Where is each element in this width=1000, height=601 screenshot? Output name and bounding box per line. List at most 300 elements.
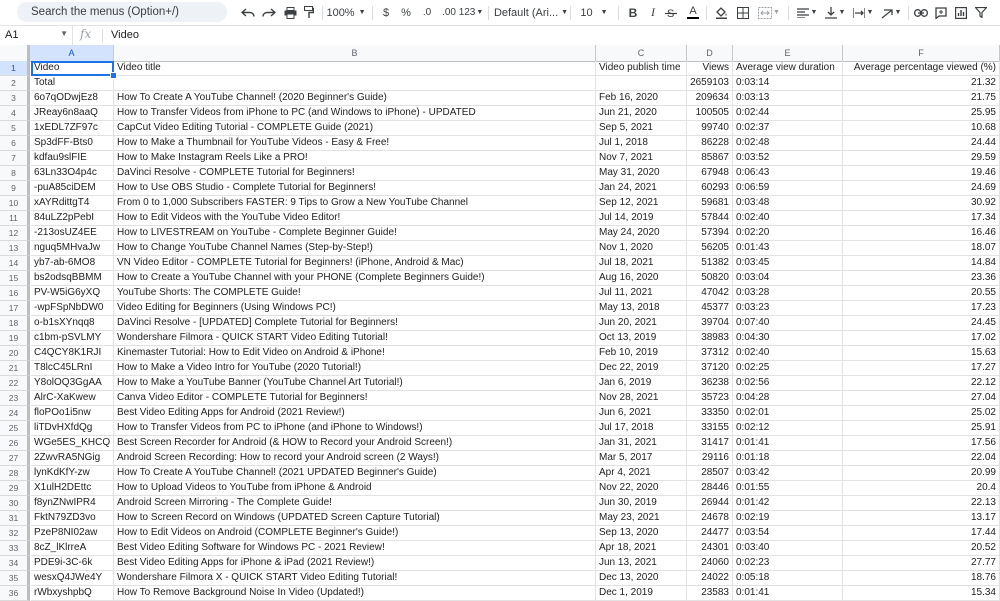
currency-format-button[interactable] xyxy=(378,0,394,25)
cell-d[interactable]: 24477 xyxy=(687,526,733,541)
cell-b[interactable]: Best Video Editing Apps for iPhone & iPad (2021 Review!) xyxy=(114,556,596,571)
cell-e[interactable]: 0:02:37 xyxy=(733,121,843,136)
cell-a[interactable]: 63Ln33O4p4c xyxy=(31,166,114,181)
cell-c[interactable]: Jul 14, 2019 xyxy=(596,211,687,226)
cell-e[interactable]: 0:01:18 xyxy=(733,451,843,466)
cell-f[interactable]: 15.63 xyxy=(843,346,1000,361)
cell-f[interactable]: 25.95 xyxy=(843,106,1000,121)
cell-f[interactable]: 17.23 xyxy=(843,301,1000,316)
cell-c[interactable]: Sep 12, 2021 xyxy=(596,196,687,211)
cell-d[interactable]: 33350 xyxy=(687,406,733,421)
row-header[interactable]: 20 xyxy=(0,346,30,361)
cell-c[interactable]: Jun 6, 2021 xyxy=(596,406,687,421)
cell-e[interactable]: 0:01:41 xyxy=(733,586,843,601)
cell-a[interactable]: 2ZwvRA5NGig xyxy=(31,451,114,466)
row-header[interactable]: 13 xyxy=(0,241,30,256)
cell-c[interactable]: Jun 20, 2021 xyxy=(596,316,687,331)
cell-d[interactable]: 28446 xyxy=(687,481,733,496)
cell-a[interactable]: FktN79ZD3vo xyxy=(31,511,114,526)
row-header[interactable]: 23 xyxy=(0,391,30,406)
cell-a[interactable]: WGe5ES_KHCQ xyxy=(31,436,114,451)
rotate-icon[interactable] xyxy=(878,0,904,25)
cell-c[interactable]: Feb 16, 2020 xyxy=(596,91,687,106)
cell-a[interactable]: o-b1sXYnqq8 xyxy=(31,316,114,331)
cell-d[interactable]: 99740 xyxy=(687,121,733,136)
row-header[interactable]: 30 xyxy=(0,496,30,511)
cell-a[interactable]: rWbxyshpbQ xyxy=(31,586,114,601)
cell-d[interactable]: 37312 xyxy=(687,346,733,361)
cell-f[interactable]: 16.46 xyxy=(843,226,1000,241)
cell-a[interactable]: nguq5MHvaJw xyxy=(31,241,114,256)
cell-c[interactable]: Dec 13, 2020 xyxy=(596,571,687,586)
cell-b[interactable] xyxy=(114,76,596,91)
cell-f[interactable]: 17.34 xyxy=(843,211,1000,226)
cell-a[interactable]: Video xyxy=(31,61,114,76)
cell-b[interactable]: Best Video Editing Software for Windows PC - 2021 Review! xyxy=(114,541,596,556)
cell-e[interactable]: 0:03:40 xyxy=(733,541,843,556)
cell-c[interactable]: May 24, 2020 xyxy=(596,226,687,241)
cell-c[interactable]: Mar 5, 2017 xyxy=(596,451,687,466)
cell-f[interactable]: 25.91 xyxy=(843,421,1000,436)
cell-c[interactable]: Sep 5, 2021 xyxy=(596,121,687,136)
cell-a[interactable]: xAYRdittgT4 xyxy=(31,196,114,211)
row-header[interactable]: 36 xyxy=(0,586,30,601)
cell-b[interactable]: How to Upload Videos to YouTube from iPhone & Android xyxy=(114,481,596,496)
cell-d[interactable]: 29116 xyxy=(687,451,733,466)
cell-d[interactable]: 56205 xyxy=(687,241,733,256)
cell-a[interactable]: yb7-ab-6MO8 xyxy=(31,256,114,271)
row-header[interactable]: 27 xyxy=(0,451,30,466)
cell-d[interactable]: Views xyxy=(687,61,733,76)
cell-b[interactable]: CapCut Video Editing Tutorial - COMPLETE Guide (2021) xyxy=(114,121,596,136)
row-header[interactable]: 10 xyxy=(0,196,30,211)
cell-f[interactable]: 18.76 xyxy=(843,571,1000,586)
cell-f[interactable]: 20.55 xyxy=(843,286,1000,301)
cell-b[interactable]: Android Screen Recording: How to record your Android screen (2 Ways!) xyxy=(114,451,596,466)
cell-c[interactable]: Dec 1, 2019 xyxy=(596,586,687,601)
cell-c[interactable]: Jan 6, 2019 xyxy=(596,376,687,391)
cell-c[interactable]: Jan 31, 2021 xyxy=(596,436,687,451)
cell-d[interactable]: 209634 xyxy=(687,91,733,106)
cell-c[interactable]: Jun 30, 2019 xyxy=(596,496,687,511)
cell-d[interactable]: 37120 xyxy=(687,361,733,376)
row-header[interactable]: 33 xyxy=(0,541,30,556)
cell-e[interactable]: 0:07:40 xyxy=(733,316,843,331)
cell-b[interactable]: Video Editing for Beginners (Using Windows PC!) xyxy=(114,301,596,316)
cell-b[interactable]: How to Edit Videos with the YouTube Video Editor! xyxy=(114,211,596,226)
cell-d[interactable]: 38983 xyxy=(687,331,733,346)
row-header[interactable]: 7 xyxy=(0,151,30,166)
cell-f[interactable]: 25.02 xyxy=(843,406,1000,421)
cell-b[interactable]: How To Create A YouTube Channel! (2020 Beginner's Guide) xyxy=(114,91,596,106)
cell-d[interactable]: 31417 xyxy=(687,436,733,451)
cell-b[interactable]: How To Create A YouTube Channel! (2021 UPDATED Beginner's Guide) xyxy=(114,466,596,481)
table-row xyxy=(0,331,1000,346)
cell-e[interactable]: 0:03:28 xyxy=(733,286,843,301)
cell-a[interactable]: -puA85ciDEM xyxy=(31,181,114,196)
column-header-d[interactable]: D xyxy=(687,45,733,61)
cell-d[interactable]: 57394 xyxy=(687,226,733,241)
cell-e[interactable]: 0:01:55 xyxy=(733,481,843,496)
percent-format-button[interactable] xyxy=(398,0,414,25)
font-family-select[interactable] xyxy=(493,0,569,25)
cell-a[interactable]: PDE9i-3C-6k xyxy=(31,556,114,571)
cell-d[interactable]: 39704 xyxy=(687,316,733,331)
cell-b[interactable]: VN Video Editor - COMPLETE Tutorial for Beginners! (iPhone, Android & Mac) xyxy=(114,256,596,271)
column-header-f[interactable]: F xyxy=(843,45,1000,61)
cell-e[interactable]: 0:02:19 xyxy=(733,511,843,526)
cell-e[interactable]: 0:02:44 xyxy=(733,106,843,121)
cell-e[interactable]: 0:02:01 xyxy=(733,406,843,421)
cell-f[interactable]: 14.84 xyxy=(843,256,1000,271)
cell-b[interactable]: How to Make Instagram Reels Like a PRO! xyxy=(114,151,596,166)
cell-c[interactable]: Jan 24, 2021 xyxy=(596,181,687,196)
cell-f[interactable]: 29.59 xyxy=(843,151,1000,166)
italic-button[interactable] xyxy=(644,0,662,25)
row-header[interactable]: 21 xyxy=(0,361,30,376)
cell-d[interactable]: 33155 xyxy=(687,421,733,436)
cell-b[interactable]: YouTube Shorts: The COMPLETE Guide! xyxy=(114,286,596,301)
filter-icon[interactable] xyxy=(972,0,990,25)
cell-e[interactable]: 0:03:04 xyxy=(733,271,843,286)
cell-e[interactable]: 0:02:48 xyxy=(733,136,843,151)
row-header[interactable]: 16 xyxy=(0,286,30,301)
cell-a[interactable]: PV-W5iG6yXQ xyxy=(31,286,114,301)
bold-button[interactable] xyxy=(624,0,642,25)
row-header[interactable]: 5 xyxy=(0,121,30,136)
cell-d[interactable]: 24060 xyxy=(687,556,733,571)
row-header[interactable]: 26 xyxy=(0,436,30,451)
cell-b[interactable]: DaVinci Resolve - COMPLETE Tutorial for Beginners! xyxy=(114,166,596,181)
row-header[interactable]: 24 xyxy=(0,406,30,421)
chevron-down-icon: ▼ xyxy=(600,9,608,16)
cell-a[interactable]: lynKdKfY-zw xyxy=(31,466,114,481)
cell-c[interactable]: Nov 1, 2020 xyxy=(596,241,687,256)
more-formats-button[interactable] xyxy=(458,0,484,25)
column-header-b[interactable]: B xyxy=(114,45,596,61)
row-header[interactable]: 18 xyxy=(0,316,30,331)
cell-e[interactable]: 0:03:52 xyxy=(733,151,843,166)
column-header-e[interactable]: E xyxy=(733,45,843,61)
cell-c[interactable]: Aug 16, 2020 xyxy=(596,271,687,286)
cell-a[interactable]: Total xyxy=(31,76,114,91)
cell-b[interactable]: How to Create a YouTube Channel with your PHONE (Complete Beginners Guide!) xyxy=(114,271,596,286)
cell-f[interactable]: 23.36 xyxy=(843,271,1000,286)
cell-a[interactable]: -wpFSpNbDW0 xyxy=(31,301,114,316)
cell-a[interactable]: -213osUZ4EE xyxy=(31,226,114,241)
row-header[interactable]: 28 xyxy=(0,466,30,481)
column-headers xyxy=(0,45,1000,62)
cell-f[interactable]: 21.75 xyxy=(843,91,1000,106)
cell-f[interactable]: 13.17 xyxy=(843,511,1000,526)
column-header-c[interactable]: C xyxy=(596,45,687,61)
cell-d[interactable]: 60293 xyxy=(687,181,733,196)
paint-format-icon[interactable] xyxy=(300,0,318,25)
cell-a[interactable]: f8ynZNwIPR4 xyxy=(31,496,114,511)
cell-d[interactable]: 57844 xyxy=(687,211,733,226)
font-size-select[interactable] xyxy=(574,0,614,25)
cell-d[interactable]: 100505 xyxy=(687,106,733,121)
cell-a[interactable]: C4QCY8K1RJI xyxy=(31,346,114,361)
cell-e[interactable]: 0:02:20 xyxy=(733,226,843,241)
cell-f[interactable]: 19.46 xyxy=(843,166,1000,181)
cell-b[interactable]: How to Screen Record on Windows (UPDATED Screen Capture Tutorial) xyxy=(114,511,596,526)
row-header[interactable]: 6 xyxy=(0,136,30,151)
cell-f[interactable]: 17.44 xyxy=(843,526,1000,541)
cell-f[interactable]: 22.12 xyxy=(843,376,1000,391)
print-icon[interactable] xyxy=(280,0,300,25)
cell-e[interactable]: 0:03:23 xyxy=(733,301,843,316)
cell-e[interactable]: 0:06:59 xyxy=(733,181,843,196)
cell-c[interactable] xyxy=(596,76,687,91)
cell-b[interactable]: Video title xyxy=(114,61,596,76)
column-header-a[interactable]: A xyxy=(30,45,114,61)
increase-decimal-button[interactable] xyxy=(438,0,460,25)
cell-f[interactable]: 18.07 xyxy=(843,241,1000,256)
cell-d[interactable]: 47042 xyxy=(687,286,733,301)
cell-d[interactable]: 24301 xyxy=(687,541,733,556)
cell-c[interactable]: May 13, 2018 xyxy=(596,301,687,316)
fill-color-icon[interactable] xyxy=(712,0,730,25)
cell-f[interactable]: 17.27 xyxy=(843,361,1000,376)
cell-d[interactable]: 35723 xyxy=(687,391,733,406)
cell-d[interactable]: 24678 xyxy=(687,511,733,526)
cell-e[interactable]: 0:03:48 xyxy=(733,196,843,211)
cell-c[interactable]: Video publish time xyxy=(596,61,687,76)
row-header[interactable]: 17 xyxy=(0,301,30,316)
row-header[interactable]: 3 xyxy=(0,91,30,106)
cell-a[interactable]: floPOo1i5nw xyxy=(31,406,114,421)
cell-a[interactable]: Sp3dFF-Bts0 xyxy=(31,136,114,151)
font-family-value: Default (Ari... xyxy=(493,6,559,19)
cell-c[interactable]: Jul 17, 2018 xyxy=(596,421,687,436)
cell-d[interactable]: 67948 xyxy=(687,166,733,181)
cell-c[interactable]: Feb 10, 2019 xyxy=(596,346,687,361)
cell-a[interactable]: 8cZ_lKlrreA xyxy=(31,541,114,556)
row-header[interactable]: 2 xyxy=(0,76,30,91)
cell-a[interactable]: JReay6n8aaQ xyxy=(31,106,114,121)
cell-f[interactable]: 24.44 xyxy=(843,136,1000,151)
cell-c[interactable]: Oct 13, 2019 xyxy=(596,331,687,346)
chart-icon[interactable] xyxy=(952,0,970,25)
cell-e[interactable]: 0:06:43 xyxy=(733,166,843,181)
cell-d[interactable]: 2659103 xyxy=(687,76,733,91)
cell-c[interactable]: Dec 22, 2019 xyxy=(596,361,687,376)
cell-b[interactable]: How to Transfer Videos from PC to iPhone (and iPhone to Windows!) xyxy=(114,421,596,436)
formula-input[interactable]: Video xyxy=(111,29,139,41)
cell-c[interactable]: May 31, 2020 xyxy=(596,166,687,181)
cell-f[interactable]: 20.4 xyxy=(843,481,1000,496)
cell-d[interactable]: 36238 xyxy=(687,376,733,391)
cell-f[interactable]: 24.69 xyxy=(843,181,1000,196)
select-all-corner[interactable] xyxy=(0,45,30,61)
table-row xyxy=(0,511,1000,526)
cell-b[interactable]: Best Screen Recorder for Android (& HOW to Record your Android Screen!) xyxy=(114,436,596,451)
cell-d[interactable]: 85867 xyxy=(687,151,733,166)
cell-c[interactable]: Nov 22, 2020 xyxy=(596,481,687,496)
cell-b[interactable]: How to Make a Thumbnail for YouTube Videos - Easy & Free! xyxy=(114,136,596,151)
cell-a[interactable]: 1xEDL7ZF97c xyxy=(31,121,114,136)
cell-b[interactable]: Android Screen Mirroring - The Complete Guide! xyxy=(114,496,596,511)
cell-e[interactable]: 0:01:43 xyxy=(733,241,843,256)
merge-cells-icon[interactable] xyxy=(756,0,782,25)
cell-c[interactable]: Jul 1, 2018 xyxy=(596,136,687,151)
cell-e[interactable]: 0:05:18 xyxy=(733,571,843,586)
row-header[interactable]: 22 xyxy=(0,376,30,391)
cell-e[interactable]: Average view duration xyxy=(733,61,843,76)
row-header[interactable]: 4 xyxy=(0,106,30,121)
cell-b[interactable]: From 0 to 1,000 Subscribers FASTER: 9 Tips to Grow a New YouTube Channel xyxy=(114,196,596,211)
cell-f[interactable]: 24.45 xyxy=(843,316,1000,331)
cell-d[interactable]: 51382 xyxy=(687,256,733,271)
cell-e[interactable]: 0:02:40 xyxy=(733,211,843,226)
cell-e[interactable]: 0:02:56 xyxy=(733,376,843,391)
cell-c[interactable]: Nov 28, 2021 xyxy=(596,391,687,406)
cell-d[interactable]: 59681 xyxy=(687,196,733,211)
cell-c[interactable]: Jul 11, 2021 xyxy=(596,286,687,301)
row-header[interactable]: 11 xyxy=(0,211,30,226)
cell-f[interactable]: 17.56 xyxy=(843,436,1000,451)
wrap-icon[interactable] xyxy=(850,0,876,25)
cell-e[interactable]: 0:02:25 xyxy=(733,361,843,376)
cell-d[interactable]: 45377 xyxy=(687,301,733,316)
cell-d[interactable]: 24022 xyxy=(687,571,733,586)
row-header[interactable]: 15 xyxy=(0,271,30,286)
cell-f[interactable]: 22.04 xyxy=(843,451,1000,466)
name-box[interactable] xyxy=(0,26,73,45)
cell-f[interactable]: 17.02 xyxy=(843,331,1000,346)
cell-a[interactable]: c1bm-pSVLMY xyxy=(31,331,114,346)
more-formats-label: 123 xyxy=(458,7,476,18)
cell-d[interactable]: 26944 xyxy=(687,496,733,511)
cell-f[interactable]: 22.13 xyxy=(843,496,1000,511)
cell-a[interactable]: 6o7qODwjEz8 xyxy=(31,91,114,106)
fill-handle[interactable] xyxy=(110,72,117,79)
valign-icon[interactable] xyxy=(822,0,848,25)
link-icon[interactable] xyxy=(912,0,930,25)
cell-d[interactable]: 86228 xyxy=(687,136,733,151)
cell-a[interactable]: AlrC-XaKwew xyxy=(31,391,114,406)
comment-icon[interactable] xyxy=(932,0,950,25)
cell-e[interactable]: 0:04:28 xyxy=(733,391,843,406)
cell-f[interactable]: Average percentage viewed (%) xyxy=(843,61,1000,76)
menu-search-input[interactable] xyxy=(17,2,227,22)
cell-c[interactable]: Nov 7, 2021 xyxy=(596,151,687,166)
cell-a[interactable]: wesxQ4JWe4Y xyxy=(31,571,114,586)
cell-b[interactable]: Wondershare Filmora - QUICK START Video Editing Tutorial! xyxy=(114,331,596,346)
cell-a[interactable]: kdfau9slFIE xyxy=(31,151,114,166)
cell-a[interactable]: liTDvHXfdQg xyxy=(31,421,114,436)
cell-e[interactable]: 0:02:40 xyxy=(733,346,843,361)
cell-e[interactable]: 0:03:14 xyxy=(733,76,843,91)
cell-f[interactable]: 21.32 xyxy=(843,76,1000,91)
cell-d[interactable]: 23583 xyxy=(687,586,733,601)
borders-icon[interactable] xyxy=(734,0,752,25)
cell-f[interactable]: 10.68 xyxy=(843,121,1000,136)
cell-a[interactable]: bs2odsqBBMM xyxy=(31,271,114,286)
table-row xyxy=(0,451,1000,466)
cell-b[interactable]: DaVinci Resolve - [UPDATED] Complete Tutorial for Beginners! xyxy=(114,316,596,331)
row-header[interactable]: 34 xyxy=(0,556,30,571)
cell-f[interactable]: 20.99 xyxy=(843,466,1000,481)
cell-c[interactable]: Jun 21, 2020 xyxy=(596,106,687,121)
cell-b[interactable]: How To Remove Background Noise In Video (Updated!) xyxy=(114,586,596,601)
row-header[interactable]: 25 xyxy=(0,421,30,436)
cell-e[interactable]: 0:03:54 xyxy=(733,526,843,541)
cell-e[interactable]: 0:01:41 xyxy=(733,436,843,451)
row-header[interactable]: 19 xyxy=(0,331,30,346)
cell-a[interactable]: PzeP8NI02aw xyxy=(31,526,114,541)
cell-b[interactable]: How to Make a YouTube Banner (YouTube Channel Art Tutorial!) xyxy=(114,376,596,391)
cell-c[interactable]: Apr 4, 2021 xyxy=(596,466,687,481)
strikethrough-icon[interactable] xyxy=(662,0,680,25)
redo-icon[interactable] xyxy=(259,0,279,25)
cell-b[interactable]: How to Edit Videos on Android (COMPLETE Beginner's Guide!) xyxy=(114,526,596,541)
cell-b[interactable]: Best Video Editing Apps for Android (2021 Review!) xyxy=(114,406,596,421)
cell-c[interactable]: Apr 18, 2021 xyxy=(596,541,687,556)
cell-f[interactable]: 20.52 xyxy=(843,541,1000,556)
text-color-button[interactable] xyxy=(684,0,702,25)
row-header[interactable]: 8 xyxy=(0,166,30,181)
cell-b[interactable]: How to Transfer Videos from iPhone to PC (and Windows to iPhone) - UPDATED xyxy=(114,106,596,121)
row-header[interactable]: 32 xyxy=(0,526,30,541)
cell-f[interactable]: 27.77 xyxy=(843,556,1000,571)
row-header[interactable]: 9 xyxy=(0,181,30,196)
cell-a[interactable]: 84uLZ2pPebI xyxy=(31,211,114,226)
row-header[interactable]: 1 xyxy=(0,61,30,76)
zoom-select[interactable] xyxy=(326,0,366,25)
cell-d[interactable]: 28507 xyxy=(687,466,733,481)
cell-b[interactable]: How to Use OBS Studio - Complete Tutorial for Beginners! xyxy=(114,181,596,196)
cell-b[interactable]: How to LIVESTREAM on YouTube - Complete Beginner Guide! xyxy=(114,226,596,241)
cell-f[interactable]: 27.04 xyxy=(843,391,1000,406)
cell-e[interactable]: 0:03:42 xyxy=(733,466,843,481)
table-row xyxy=(0,301,1000,316)
cell-c[interactable]: Jul 18, 2021 xyxy=(596,256,687,271)
cell-c[interactable]: Jun 13, 2021 xyxy=(596,556,687,571)
decrease-decimal-button[interactable] xyxy=(418,0,436,25)
row-header[interactable]: 29 xyxy=(0,481,30,496)
table-row xyxy=(0,346,1000,361)
cell-c[interactable]: Sep 13, 2020 xyxy=(596,526,687,541)
cell-c[interactable]: May 23, 2021 xyxy=(596,511,687,526)
table-row xyxy=(0,391,1000,406)
undo-icon[interactable] xyxy=(238,0,258,25)
cell-e[interactable]: 0:02:23 xyxy=(733,556,843,571)
cell-e[interactable]: 0:04:30 xyxy=(733,331,843,346)
cell-b[interactable]: How to Make a Video Intro for YouTube (2020 Tutorial!) xyxy=(114,361,596,376)
cell-b[interactable]: Wondershare Filmora X - QUICK START Video Editing Tutorial! xyxy=(114,571,596,586)
row-header[interactable]: 12 xyxy=(0,226,30,241)
cell-a[interactable]: T8lcC45LRnI xyxy=(31,361,114,376)
cell-b[interactable]: How to Change YouTube Channel Names (Step-by-Step!) xyxy=(114,241,596,256)
row-header[interactable]: 31 xyxy=(0,511,30,526)
cell-d[interactable]: 50820 xyxy=(687,271,733,286)
cell-e[interactable]: 0:02:12 xyxy=(733,421,843,436)
cell-a[interactable]: Y8olOQ3GgAA xyxy=(31,376,114,391)
cell-e[interactable]: 0:01:42 xyxy=(733,496,843,511)
cell-a[interactable]: X1ulH2DEttc xyxy=(31,481,114,496)
cell-e[interactable]: 0:03:13 xyxy=(733,91,843,106)
cell-b[interactable]: Canva Video Editor - COMPLETE Tutorial for Beginners! xyxy=(114,391,596,406)
cell-e[interactable]: 0:03:45 xyxy=(733,256,843,271)
row-header[interactable]: 35 xyxy=(0,571,30,586)
align-icon[interactable] xyxy=(794,0,820,25)
row-header[interactable]: 14 xyxy=(0,256,30,271)
cell-b[interactable]: Kinemaster Tutorial: How to Edit Video on Android & iPhone! xyxy=(114,346,596,361)
cell-f[interactable]: 30.92 xyxy=(843,196,1000,211)
cell-f[interactable]: 15.34 xyxy=(843,586,1000,601)
